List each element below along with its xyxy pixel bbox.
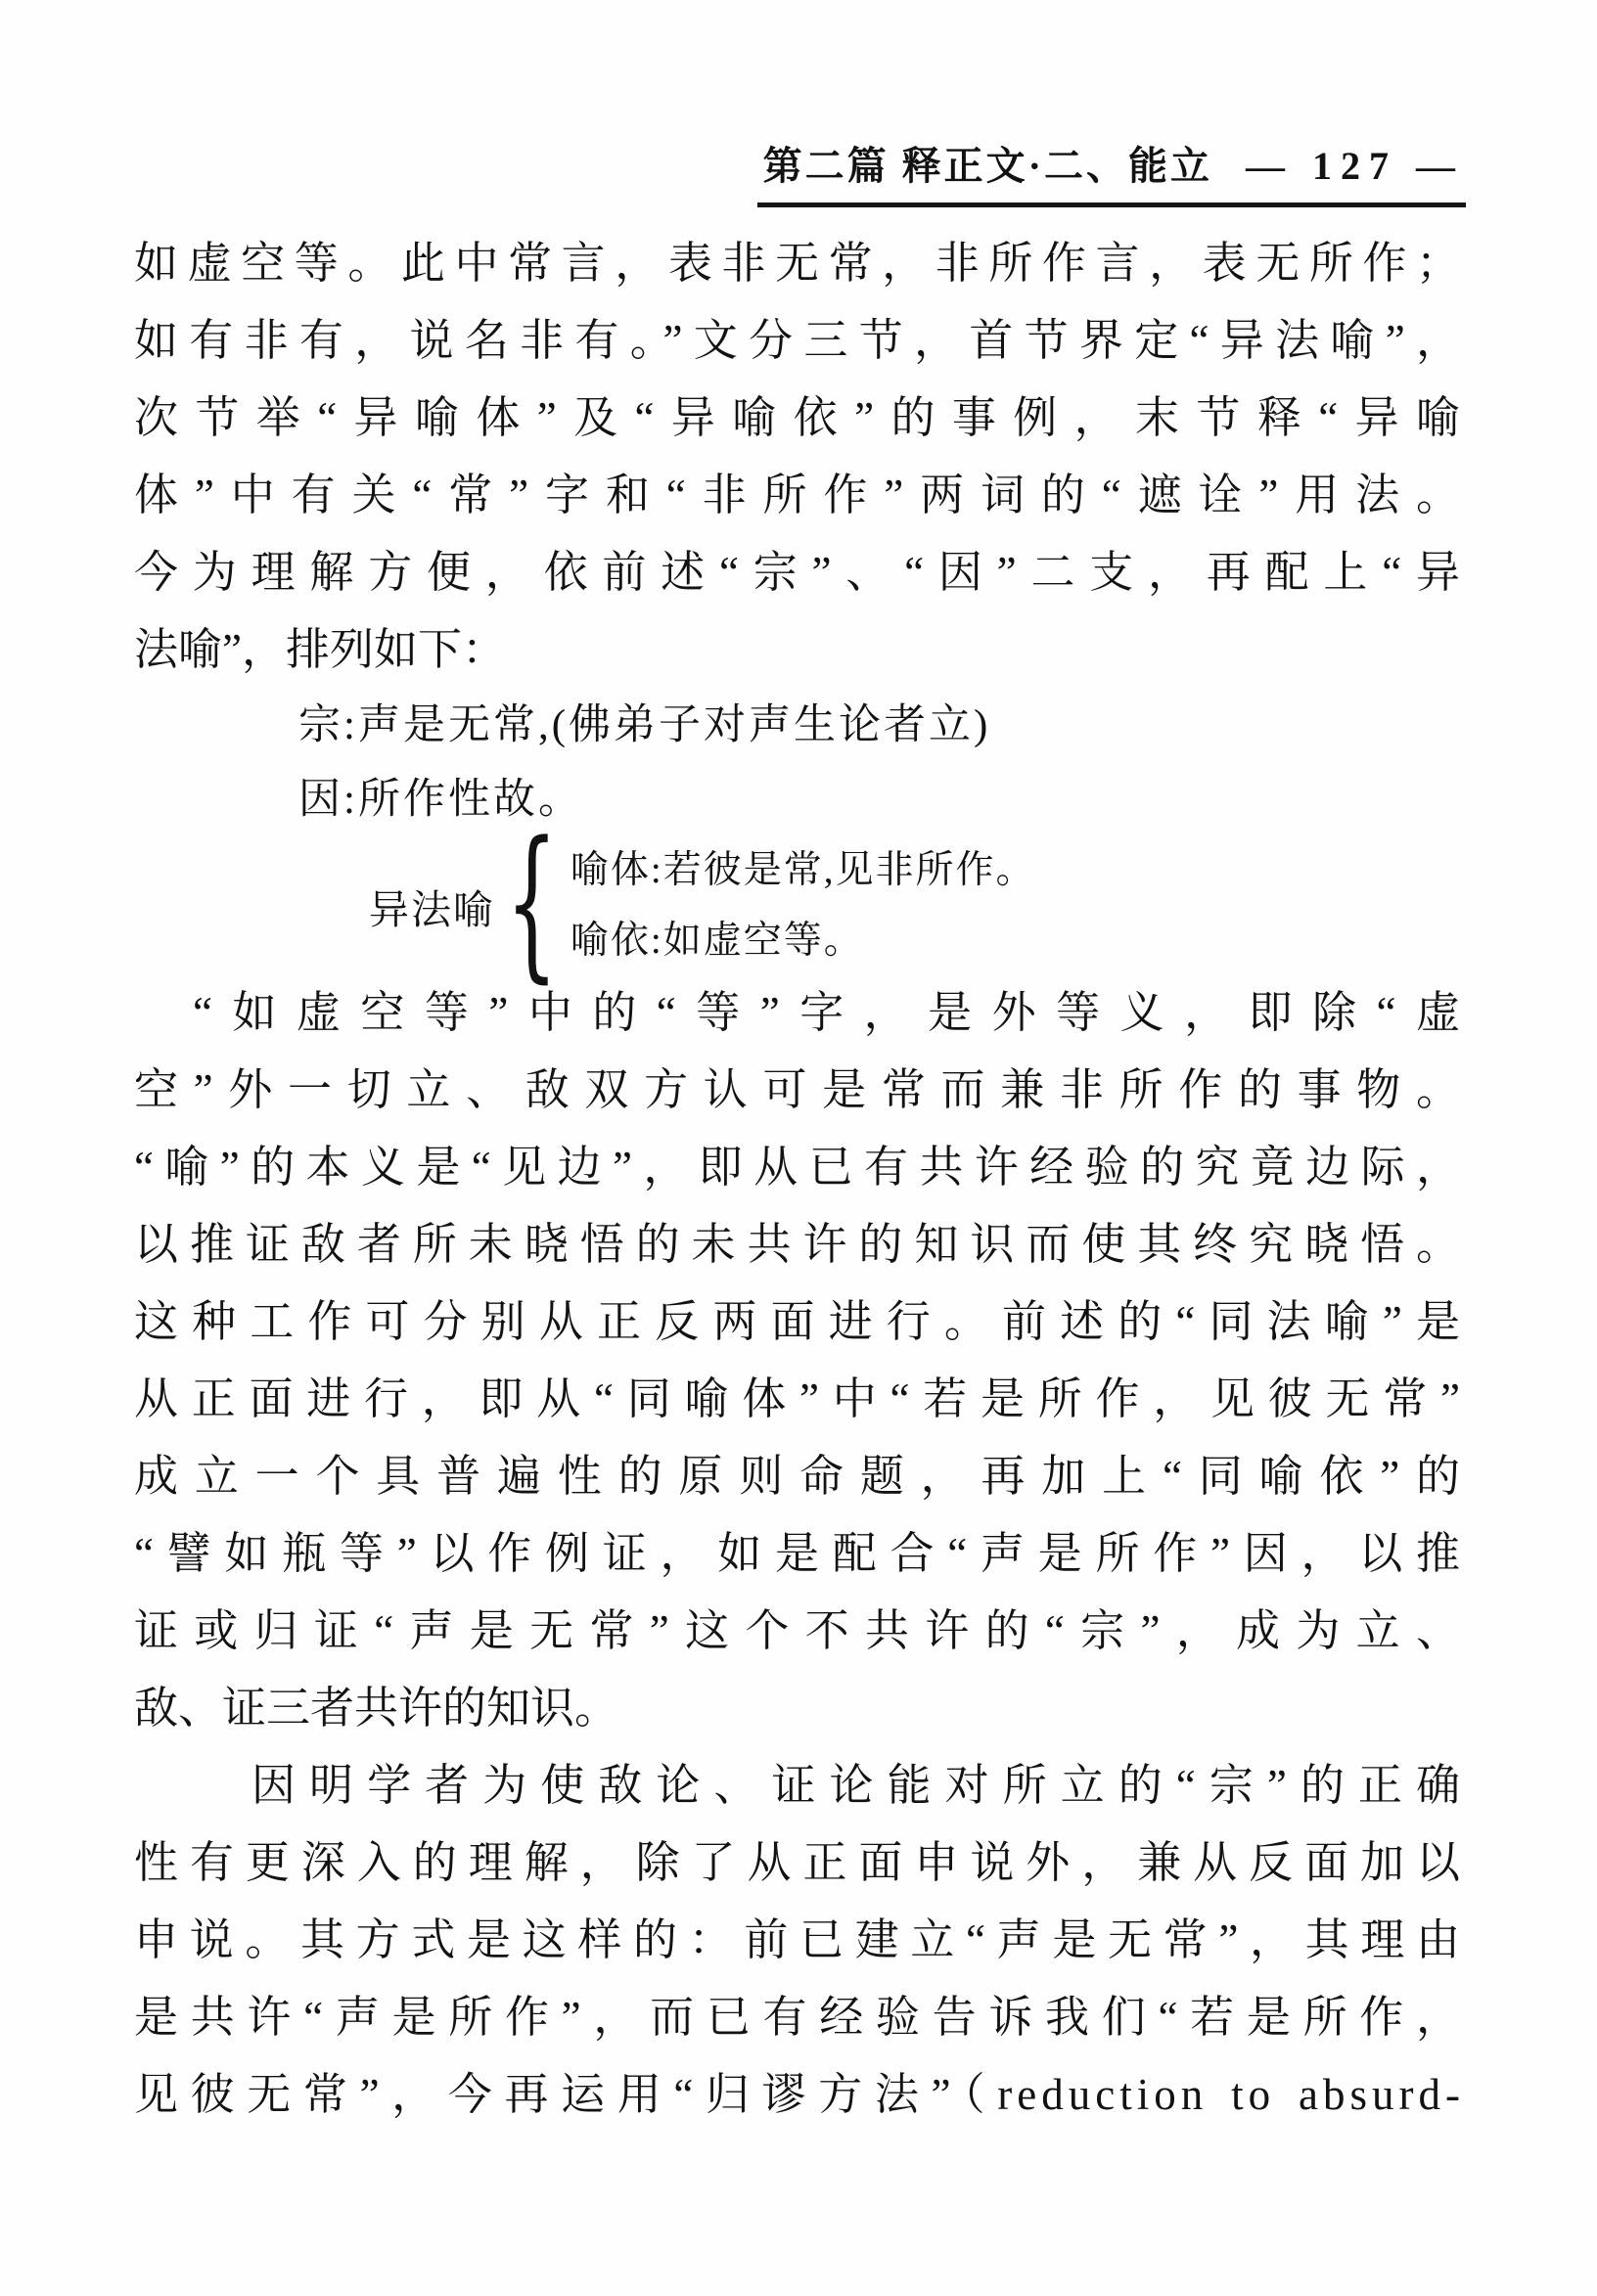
text-line: 如虚空等。此中常言，表非无常，非所作言，表无所作； bbox=[134, 239, 1465, 288]
text-line: 证或归证“声是无常”这个不共许的“宗”，成为立、 bbox=[134, 1606, 1465, 1655]
text-line: 见彼无常”，今再运用“归谬方法”（reduction to absurd- bbox=[134, 2070, 1465, 2119]
text-line: 从正面进行，即从“同喻体”中“若是所作，见彼无常” bbox=[134, 1374, 1465, 1423]
paragraph-1 bbox=[134, 225, 1465, 689]
paragraph-2 bbox=[134, 974, 1465, 1747]
text-line: 性有更深入的理解，除了从正面申说外，兼从反面加以 bbox=[134, 1838, 1465, 1887]
syllogism-block bbox=[134, 689, 1465, 998]
example-item: 喻依:如虚空等。 bbox=[570, 920, 864, 962]
paragraph-3 bbox=[134, 1747, 1465, 2134]
text-line: 这种工作可分别从正反两面进行。前述的“同法喻”是 bbox=[134, 1297, 1465, 1346]
brace-icon: { bbox=[505, 806, 559, 998]
text-line: 体”中有关“常”字和“非所作”两词的“遮诠”用法。 bbox=[134, 471, 1465, 519]
text-line: 以推证敌者所未晓悟的未共许的知识而使其终究晓悟。 bbox=[134, 1220, 1465, 1269]
thesis-line: 宗:声是无常,(佛弟子对声生论者立) bbox=[298, 702, 991, 748]
running-head bbox=[757, 135, 1466, 207]
text-line: 敌、证三者共许的知识。 bbox=[134, 1684, 619, 1733]
text-line: 是共许“声是所作”，而已有经验告诉我们“若是所作， bbox=[134, 1993, 1465, 2042]
text-line: 申说。其方式是这样的：前已建立“声是无常”，其理由 bbox=[134, 1915, 1465, 1964]
body-text bbox=[134, 225, 1465, 2134]
text-line: “喻”的本义是“见边”，即从已有共许经验的究竟边际， bbox=[134, 1143, 1465, 1192]
chapter-title: 第二篇 释正文·二、能立 bbox=[762, 144, 1212, 188]
text-line: 法喻”，排列如下： bbox=[134, 625, 506, 674]
example-item: 喻体:若彼是常,见非所作。 bbox=[570, 849, 1036, 891]
reason-line: 因:所作性故。 bbox=[298, 777, 583, 823]
text-line: “如虚空等”中的“等”字，是外等义，即除“虚 bbox=[193, 988, 1465, 1037]
example-label: 异法喻 bbox=[369, 886, 495, 932]
text-line: 如有非有，说名非有。”文分三节，首节界定“异法喻”， bbox=[134, 316, 1465, 365]
example-items bbox=[570, 841, 1036, 970]
text-line: 成立一个具普遍性的原则命题，再加上“同喻依”的 bbox=[134, 1452, 1465, 1501]
text-line: 今为理解方便，依前述“宗”、“因”二支，再配上“异 bbox=[134, 548, 1465, 597]
text-line: 空”外一切立、敌双方认可是常而兼非所作的事物。 bbox=[134, 1065, 1465, 1114]
page-number: — 127 — bbox=[1246, 144, 1464, 188]
example-block bbox=[369, 806, 1465, 998]
text-line: “譬如瓶等”以作例证，如是配合“声是所作”因，以推 bbox=[134, 1529, 1465, 1578]
text-line: 次节举“异喻体”及“异喻依”的事例，末节释“异喻 bbox=[134, 393, 1465, 442]
text-line: 因明学者为使敌论、证论能对所立的“宗”的正确 bbox=[251, 1761, 1465, 1810]
